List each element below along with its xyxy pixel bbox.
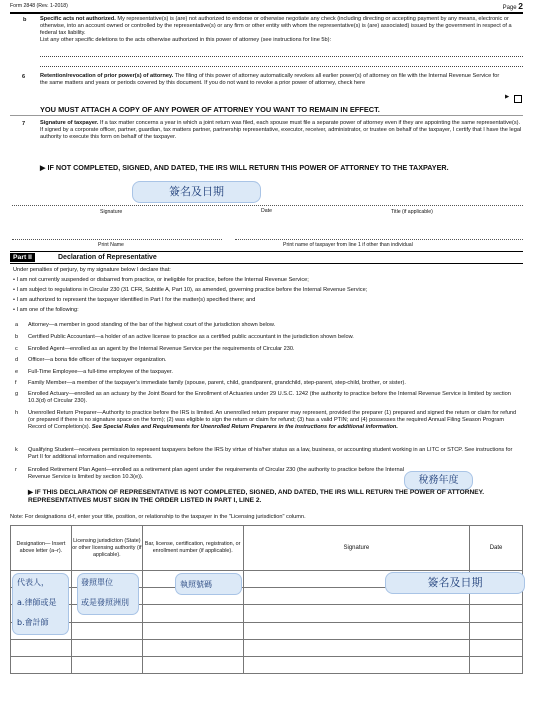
designation-letter: e (15, 369, 19, 375)
part2-bullet: • I am subject to regulations in Circular 230 (31 CFR, Subtitle A, Part 10), as amended, governing practice before the Internal Revenue Service; (13, 287, 368, 293)
item-6-number: 6 (22, 74, 26, 80)
designation-letter: g (15, 391, 19, 397)
part2-bullets (13, 277, 528, 317)
part2-tag: Part II (10, 253, 35, 262)
item-b-entry-line-2[interactable] (40, 66, 523, 67)
item-7-lead: Signature of taxpayer. (40, 120, 99, 126)
date-cell[interactable] (470, 622, 523, 639)
designation-text: Full-Time Employee—a full-time employee of the taxpayer. (28, 369, 173, 375)
part2-note: Note: For designations d-f, enter your title, position, or relationship to the taxpayer in the "Licensing jurisdiction" column. (10, 514, 306, 520)
item-7-text: If a tax matter concerns a year in which a joint return was filed, each spouse must file a separate power of attorney even if they are appointing the same representative(s). If signed by a corporate officer, partner, guardian, tax matters partner, partnership representative, executor, receiver, administrator, or trustee on behalf of the taxpayer, I certify that I have the legal authority to execute this form on behalf of the taxpayer. (40, 120, 522, 140)
date-cell[interactable] (470, 605, 523, 622)
license-cell[interactable] (142, 605, 243, 622)
part2-bottom-rule (10, 263, 523, 264)
designation-text: Family Member—a member of the taxpayer's immediate family (spouse, parent, child, grandparent, grandchild, step-parent, step-child, brother, or sister). (28, 380, 406, 386)
tax-year-annotation: 稅務年度 (404, 471, 473, 490)
date-cell[interactable] (470, 656, 523, 673)
jurisdiction-annotation (77, 573, 139, 615)
item-b-paragraph (40, 16, 522, 44)
designation-text: Enrolled Agent—enrolled as an agent by the Internal Revenue Service per the requirements of Circular 230. (28, 346, 295, 352)
designation-text: Qualifying Student—receives permission to represent taxpayers before the IRS by virtue of his/her status as a law, business, or accounting student working in an LITC or STCP. See instructions for Part II for additional information and requirements. (28, 447, 513, 460)
date-cell[interactable] (470, 639, 523, 656)
designation-letter: f (15, 380, 17, 386)
table-header-row (11, 526, 523, 571)
item-6-lead: Retention/revocation of prior power(s) of attorney. (40, 73, 174, 79)
page-number: 2 (518, 1, 523, 11)
license-cell[interactable] (142, 656, 243, 673)
designation-cell[interactable] (11, 639, 72, 656)
page-label: Page (502, 5, 517, 11)
part2-intro: Under penalties of perjury, by my signature below I declare that: (13, 267, 171, 273)
rep-type-line: a.律師或是 (17, 598, 57, 607)
jurisdiction-cell[interactable] (71, 656, 142, 673)
page-indicator (503, 1, 523, 11)
license-cell[interactable] (142, 622, 243, 639)
jurisdiction-line: 發照單位 (81, 578, 113, 587)
table-row (11, 622, 523, 639)
item-7-number: 7 (22, 121, 26, 127)
item-6-attach-notice: YOU MUST ATTACH A COPY OF ANY POWER OF ATTORNEY YOU WANT TO REMAIN IN EFFECT. (40, 105, 380, 114)
license-number-annotation: 執照號碼 (175, 573, 242, 595)
print-taxpayer-label: Print name of taxpayer from line 1 if other than individual (283, 242, 413, 248)
print-name-label: Print Name (98, 242, 124, 248)
part2-top-rule (10, 251, 523, 252)
rep-type-line: b.會計師 (17, 618, 49, 627)
designation-letter: b (15, 334, 19, 340)
divider-6 (10, 115, 523, 116)
designation-text: Unenrolled Return Preparer—Authority to practice before the IRS is limited. An unenrolled return preparer may represent, provided the preparer (1) prepared and signed the return or claim for refund (or prepared if there is no signature space on the form); (2) was eligible to sign the return or claim for refund; (3) has a valid PTIN; and (4) possesses the required Annual Filing Season Program Record of Completion(s). (28, 410, 517, 430)
item-b-list-line: List any other specific deletions to the acts otherwise authorized in this power of attorney (see instructions for line 5b): (40, 37, 332, 43)
designation-h-italic: See Special Rules and Requirements for Unenrolled Return Preparers in the instructions for additional information. (91, 424, 398, 430)
designation-text: Officer—a bona fide officer of the taxpayer organization. (28, 357, 167, 363)
table-row (11, 639, 523, 656)
designation-cell[interactable] (11, 656, 72, 673)
designation-letter: h (15, 410, 19, 416)
print-name-line[interactable] (12, 239, 222, 240)
table-row (11, 656, 523, 673)
col-date-header: Date (470, 526, 523, 571)
part2-bullet: • I am one of the following: (13, 307, 79, 313)
item-6-text: The filing of this power of attorney automatically revokes all earlier power(s) of attorney on file with the Internal Revenue Service for the same matters and years or periods covered by this document. If you do not want to revoke a prior power of attorney, check here (40, 73, 500, 86)
item-7-paragraph (40, 120, 522, 141)
signature-line[interactable] (12, 205, 523, 206)
item-b-letter: b (23, 17, 27, 23)
designation-text: Enrolled Actuary—enrolled as an actuary by the Joint Board for the Enrollment of Actuaries under 29 U.S.C. 1242 (the authority to practice before the Internal Revenue Service is limited by section 10.3(d) of Circular 230). (28, 391, 511, 404)
part2-bullet: • I am not currently suspended or disbarred from practice, or ineligible for practice, before the Internal Revenue Service; (13, 277, 309, 283)
item-b-lead: Specific acts not authorized. (40, 16, 116, 22)
item-b-text: My representative(s) is (are) not authorized to endorse or otherwise negotiate any check (including directing or accepting payment by any means, electronic or otherwise, into an account owned or controlled by the representative(s) or any firm or other entity with whom the representative(s) is (are) associated) issued by the government in respect of a federal tax liability. (40, 16, 512, 36)
item-6-paragraph (40, 73, 502, 87)
designation-h-paragraph (28, 410, 523, 431)
item-b-entry-line-1[interactable] (40, 56, 523, 57)
signature-cell[interactable] (243, 639, 469, 656)
part2-bullet: • I am authorized to represent the taxpayer identified in Part I for the matter(s) specified there; and (13, 297, 256, 303)
signature-label: Signature (100, 209, 123, 215)
designation-letter: c (15, 346, 18, 352)
jurisdiction-cell[interactable] (71, 622, 142, 639)
header-rule (10, 12, 523, 14)
designation-text: Certified Public Accountant—a holder of an active license to practice as a certified public accountant in the jurisdiction shown below. (28, 334, 354, 340)
designation-letter: k (15, 447, 18, 453)
designation-text: Enrolled Retirement Plan Agent—enrolled as a retirement plan agent under the requirements of Circular 230 (the authority to practice before the Internal Revenue Service is limited by section 10.3(e)). (28, 467, 404, 480)
jurisdiction-line: 或是發照洲別 (81, 598, 129, 607)
part2-warning: ▶ IF THIS DECLARATION OF REPRESENTATIVE IS NOT COMPLETED, SIGNED, AND DATED, THE IRS WILL RETURN THE POWER OF ATTORNEY. REPRESENTATIVES MUST SIGN IN THE ORDER LISTED IN PART I, LINE 2. (28, 489, 485, 504)
signature-cell[interactable] (243, 622, 469, 639)
item-6-arrow: ▶ (505, 94, 510, 100)
signature-cell[interactable] (243, 656, 469, 673)
col-jurisdiction-header: Licensing jurisdiction (State) or other licensing authority (if applicable). (71, 526, 142, 571)
col-license-header: Bar, license, certification, registration, or enrollment number (if applicable). (142, 526, 243, 571)
col-designation-header: Designation— Insert above letter (a–r). (11, 526, 72, 571)
col-signature-header: Signature (243, 526, 469, 571)
rep-type-line: 代表人， (17, 578, 49, 587)
revoke-checkbox[interactable] (514, 95, 522, 103)
rep-type-annotation (12, 573, 69, 635)
sign-date-annotation-top: 簽名及日期 (132, 181, 261, 203)
title-label: Title (if applicable) (391, 209, 433, 215)
date-label: Date (261, 208, 272, 214)
print-taxpayer-line[interactable] (235, 239, 523, 240)
jurisdiction-cell[interactable] (71, 639, 142, 656)
part2-title: Declaration of Representative (58, 254, 157, 261)
form-id: Form 2848 (Rev. 1-2018) (10, 3, 68, 9)
designation-letter: a (15, 322, 19, 328)
designation-letter: d (15, 357, 19, 363)
designation-letter: r (15, 467, 17, 473)
designation-text: Attorney—a member in good standing of the bar of the highest court of the jurisdiction shown below. (28, 322, 276, 328)
signature-cell[interactable] (243, 605, 469, 622)
item-7-warning: ▶ IF NOT COMPLETED, SIGNED, AND DATED, THE IRS WILL RETURN THIS POWER OF ATTORNEY TO THE TAXPAYER. (40, 163, 449, 172)
sign-date-annotation-bottom: 簽名及日期 (385, 572, 525, 594)
license-cell[interactable] (142, 639, 243, 656)
